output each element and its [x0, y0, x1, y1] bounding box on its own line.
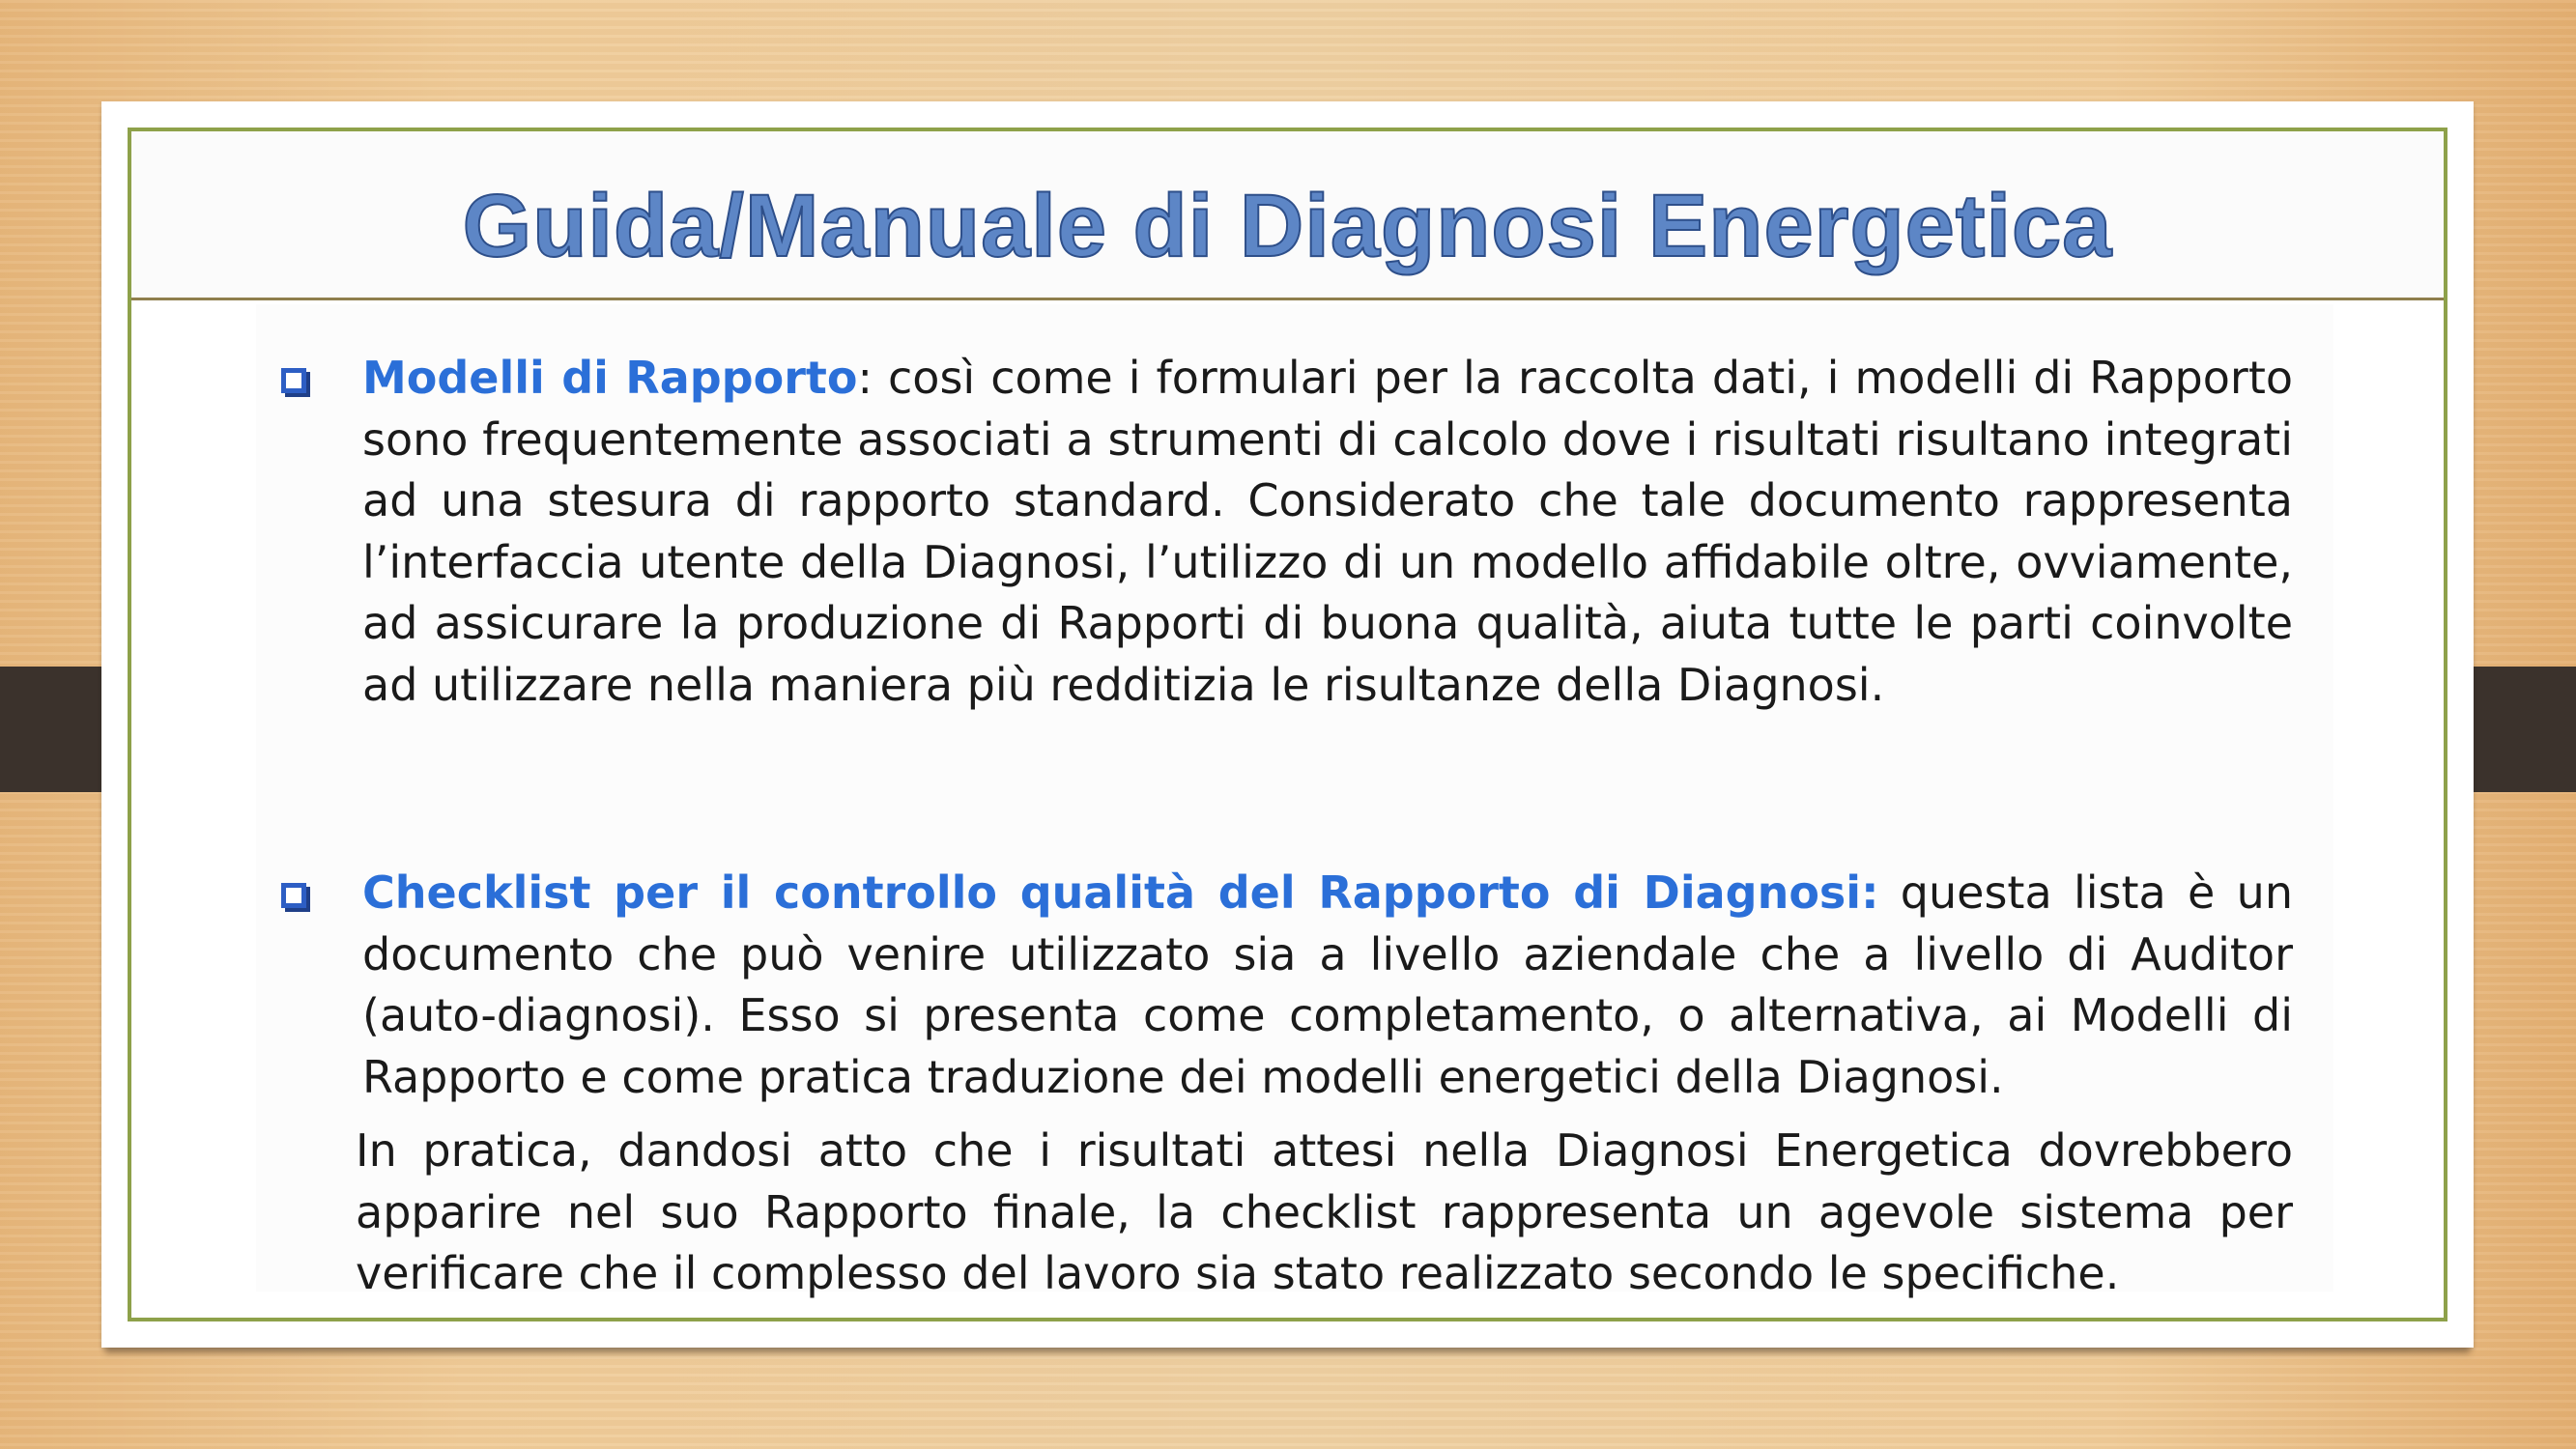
- closing-paragraph: In pratica, dandosi atto che i risultati attesi nella Diagnosi Energetica dovrebbero apparire nel suo Rapporto finale, la checklist rappresenta un agevole sistema per verificare che il complesso del lavoro sia stato realizzato secondo le specifiche.: [356, 1124, 2293, 1299]
- bullet-text: : così come i formulari per la raccolta dati, i modelli di Rapporto sono frequentemente associati a strumenti di calcolo dove i risultati risultano integrati ad una stesura di rapporto standard. Considerato che tale documento rappresenta l’interfaccia utente della Diagnosi, l’utilizzo di un modello affidabile oltre, ovviamente, ad assicurare la produzione di Rapporti di buona qualità, aiuta tutte le parti coinvolte ad utilizzare nella maniera più redditizia le risultanze della Diagnosi.: [362, 352, 2293, 711]
- bullet-text: questa lista è un documento che può venire utilizzato sia a livello aziendale che a livello di Auditor (auto-diagnosi). Esso si presenta come completamento, o alternativa, ai Modelli di Rapporto e come pratica traduzione dei modelli energetici della Diagnosi.: [362, 867, 2293, 1103]
- hollow-square-bullet-icon: [281, 883, 306, 908]
- bullet-heading: Modelli di Rapporto: [362, 352, 858, 404]
- slide-title: Guida/Manuale di Diagnosi Energetica: [462, 177, 2113, 275]
- bullet-heading: Checklist per il controllo qualità del Rapporto di Diagnosi:: [362, 867, 1879, 919]
- bullet-item-checklist: [362, 863, 2293, 1108]
- title-bar: [131, 131, 2444, 300]
- hollow-square-bullet-icon: [281, 368, 306, 393]
- bullet-item-modelli: [362, 348, 2293, 716]
